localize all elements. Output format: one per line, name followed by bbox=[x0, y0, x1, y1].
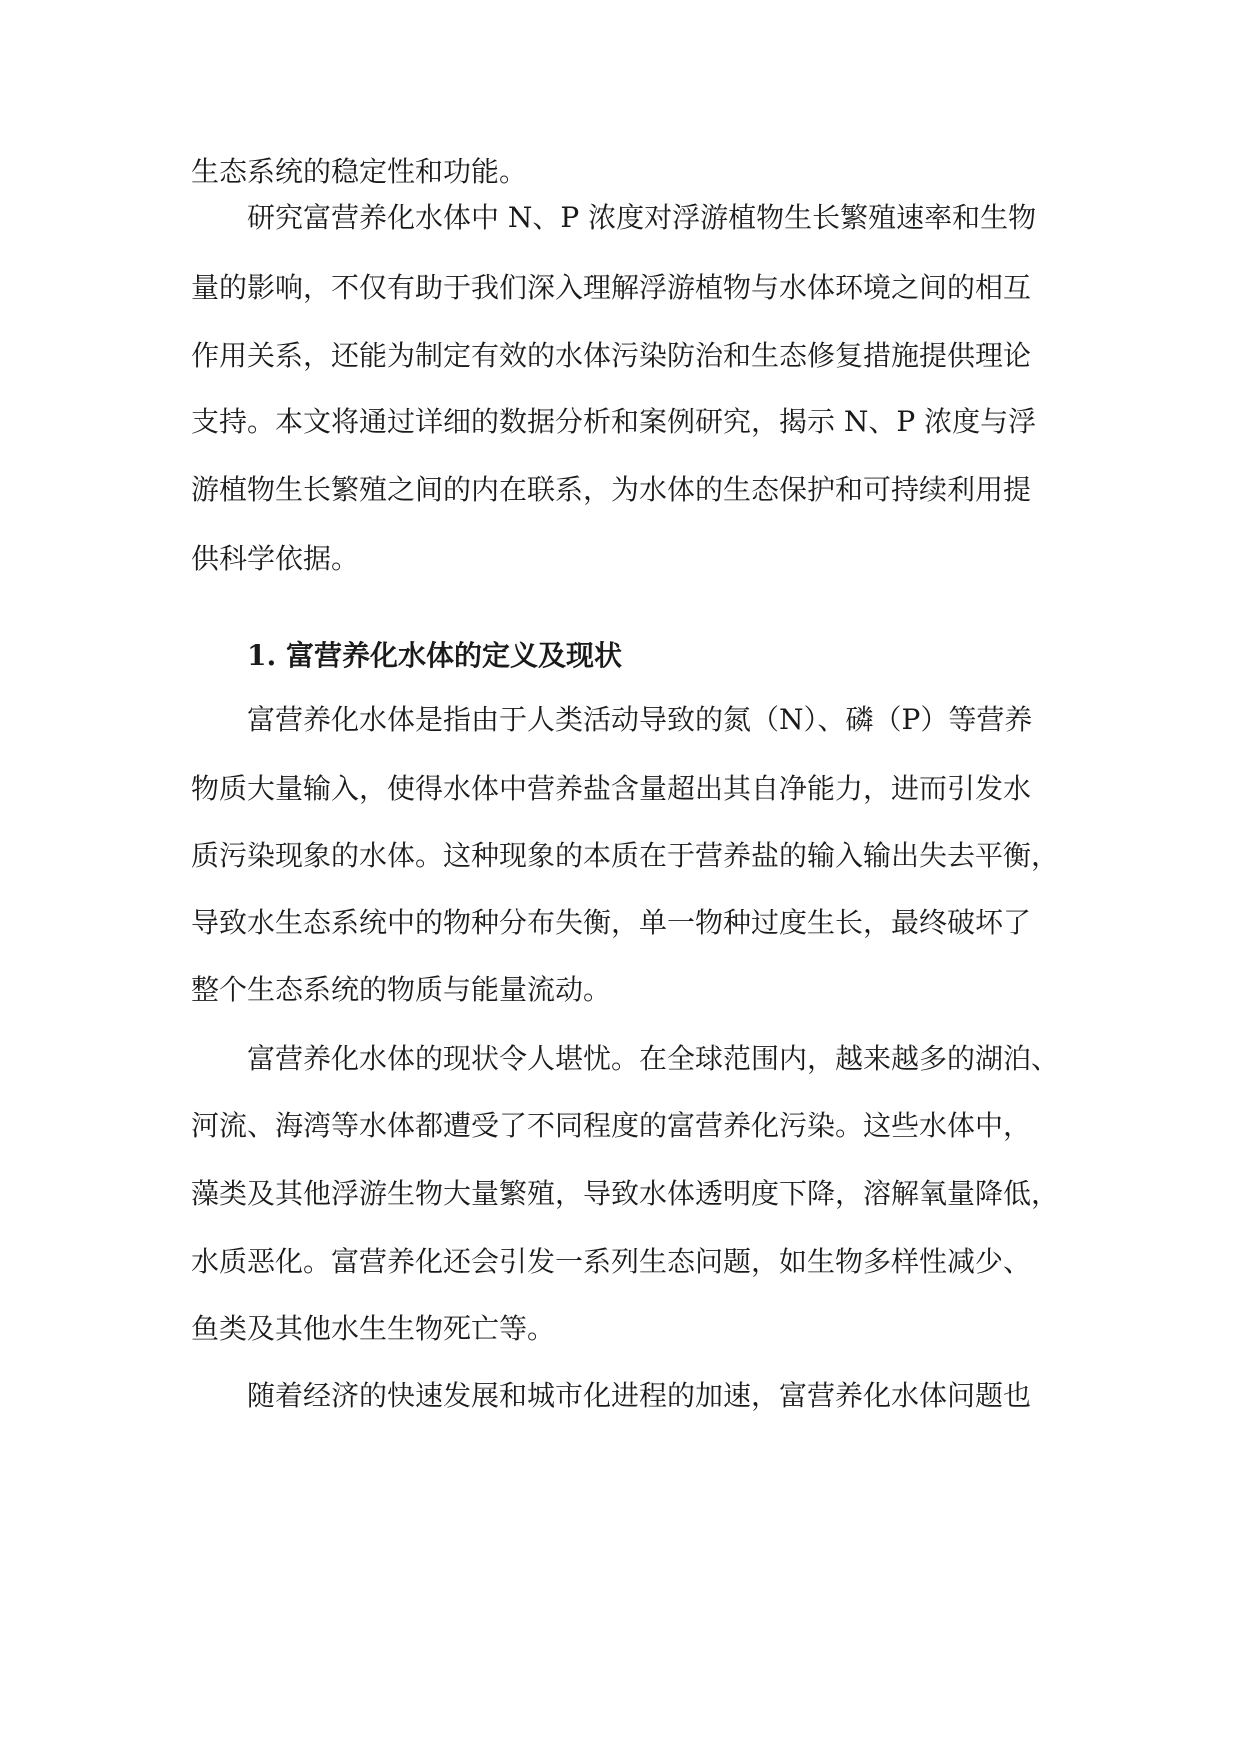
paragraph-line: 物质大量输入，使得水体中营养盐含量超出其自净能力，进而引发水 bbox=[191, 772, 1032, 805]
paragraph-line: 整个生态系统的物质与能量流动。 bbox=[191, 973, 612, 1006]
paragraph-line: 鱼类及其他水生生物死亡等。 bbox=[191, 1312, 556, 1345]
paragraph-line: 富营养化水体的现状令人堪忧。在全球范围内，越来越多的湖泊、 bbox=[247, 1042, 1060, 1075]
paragraph-line: 水质恶化。富营养化还会引发一系列生态问题，如生物多样性减少、 bbox=[191, 1245, 1032, 1278]
section-heading: 1. 富营养化水体的定义及现状 bbox=[247, 639, 622, 672]
paragraph-line: 富营养化水体是指由于人类活动导致的氮（N）、磷（P）等营养 bbox=[247, 703, 1033, 736]
paragraph-line: 藻类及其他浮游生物大量繁殖，导致水体透明度下降，溶解氧量降低， bbox=[191, 1177, 1060, 1210]
paragraph-line: 导致水生态系统中的物种分布失衡，单一物种过度生长，最终破坏了 bbox=[191, 906, 1032, 939]
paragraph-line: 供科学依据。 bbox=[191, 542, 360, 575]
paragraph-line: 质污染现象的水体。这种现象的本质在于营养盐的输入输出失去平衡， bbox=[191, 839, 1060, 872]
paragraph-line: 支持。本文将通过详细的数据分析和案例研究，揭示 N、P 浓度与浮 bbox=[191, 405, 1037, 438]
paragraph-line: 作用关系，还能为制定有效的水体污染防治和生态修复措施提供理论 bbox=[191, 339, 1032, 372]
paragraph-line: 生态系统的稳定性和功能。 bbox=[191, 155, 528, 188]
paragraph-line: 量的影响，不仅有助于我们深入理解浮游植物与水体环境之间的相互 bbox=[191, 271, 1032, 304]
paragraph-line: 河流、海湾等水体都遭受了不同程度的富营养化污染。这些水体中， bbox=[191, 1109, 1032, 1142]
paragraph-line: 随着经济的快速发展和城市化进程的加速，富营养化水体问题也 bbox=[247, 1379, 1032, 1412]
paragraph-line: 游植物生长繁殖之间的内在联系，为水体的生态保护和可持续利用提 bbox=[191, 473, 1032, 506]
paragraph-line: 研究富营养化水体中 N、P 浓度对浮游植物生长繁殖速率和生物 bbox=[247, 201, 1037, 234]
